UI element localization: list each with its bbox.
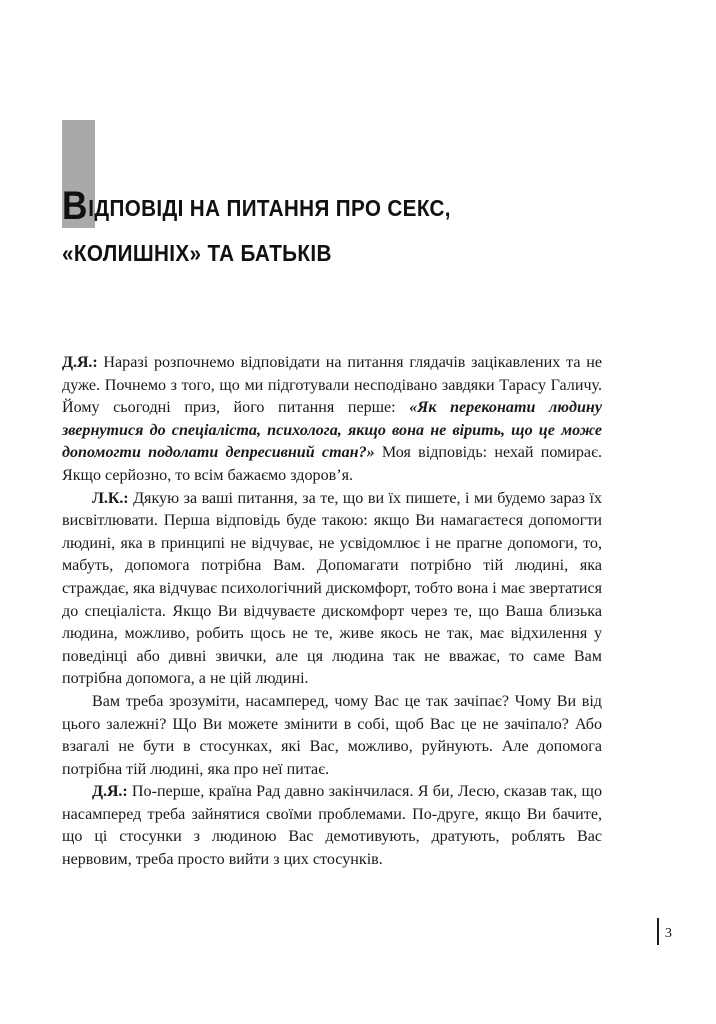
- page-number: 3: [665, 925, 672, 941]
- paragraph-1-quote: «Як переконати людину звернутися до спеціаліста, психолога, якщо вона не вірить, що це може допомогти подолати депресивний стан?»: [62, 399, 602, 462]
- paragraph-1: [62, 352, 602, 488]
- folio-rule: [657, 918, 659, 945]
- speaker-label-dya-2: Д.Я.:: [92, 783, 128, 801]
- paragraph-4: [62, 781, 602, 871]
- speaker-label-lk-1: Л.К.:: [92, 489, 129, 507]
- paragraph-3: Вам треба зрозуміти, насамперед, чому Вас це так зачіпає? Чому Ви від цього залежні? Що Ви можете змінити в собі, щоб Вас це не зачіпало? Або взагалі не бути в стосунках, які Вас, можливо, руйнують. Але допомога потрібна тій людині, яка про неї питає.: [62, 692, 602, 778]
- paragraph-1-text-before-quote: Наразі розпочнемо відповідати на питання глядачів зацікавлених та не дуже. Почнемо з того, що ми підготували несподівано завдяки Тарасу Галичу. Йому сьогодні приз, його питання перше:: [62, 354, 602, 417]
- paragraph-2-text: Дякую за ваші питання, за те, що ви їх пишете, і ми будемо зараз їх висвітлювати. Перша відповідь буде такою: якщо Ви намагаєтеся допомогти людині, яка в принципі не відчуває, не усвідомлює і не прагне допомоги, то, мабуть, допомога потрібна Вам. Допомагати потрібно тій людині, яка страждає, яка відчуває психологічний дискомфорт, тобто вона і має звертатися до спеціаліста. Якщо Ви відчуваєте дискомфорт через те, що Ваша близька людина, можливо, робить щось не те, живе якось не так, має відхилення у поведінці або дивні звички, але ця людина так не вважає, то саме Вам потрібна допомога, а не цій людині.: [62, 489, 602, 688]
- paragraph-4-text: По-перше, країна Рад давно закінчилася. Я би, Лесю, сказав так, що насамперед треба зайнятися своїми проблемами. По-друге, якщо Ви бачите, що ці стосунки з людиною Вас демотивують, дратують, роблять Вас нервовим, треба просто вийти з цих стосунків.: [62, 783, 602, 869]
- paragraph-2: [62, 488, 602, 691]
- speaker-label-dya-1: Д.Я.:: [62, 354, 98, 371]
- page-folio: [657, 918, 672, 945]
- paragraph-1-text-after-quote: Моя відповідь: нехай помирає. Якщо серйозно, то всім бажаємо здоров’я.: [62, 444, 602, 484]
- chapter-title-line-1-rest: ІДПОВІДІ НА ПИТАННЯ ПРО СЕКС,: [88, 195, 451, 221]
- body-text: [62, 352, 602, 872]
- chapter-title-dropcap: В: [62, 184, 88, 228]
- chapter-title: [62, 118, 622, 276]
- chapter-title-line-1: [62, 186, 555, 231]
- chapter-heading: [62, 118, 622, 276]
- chapter-title-line-2: «КОЛИШНІХ» ТА БАТЬКІВ: [62, 240, 332, 266]
